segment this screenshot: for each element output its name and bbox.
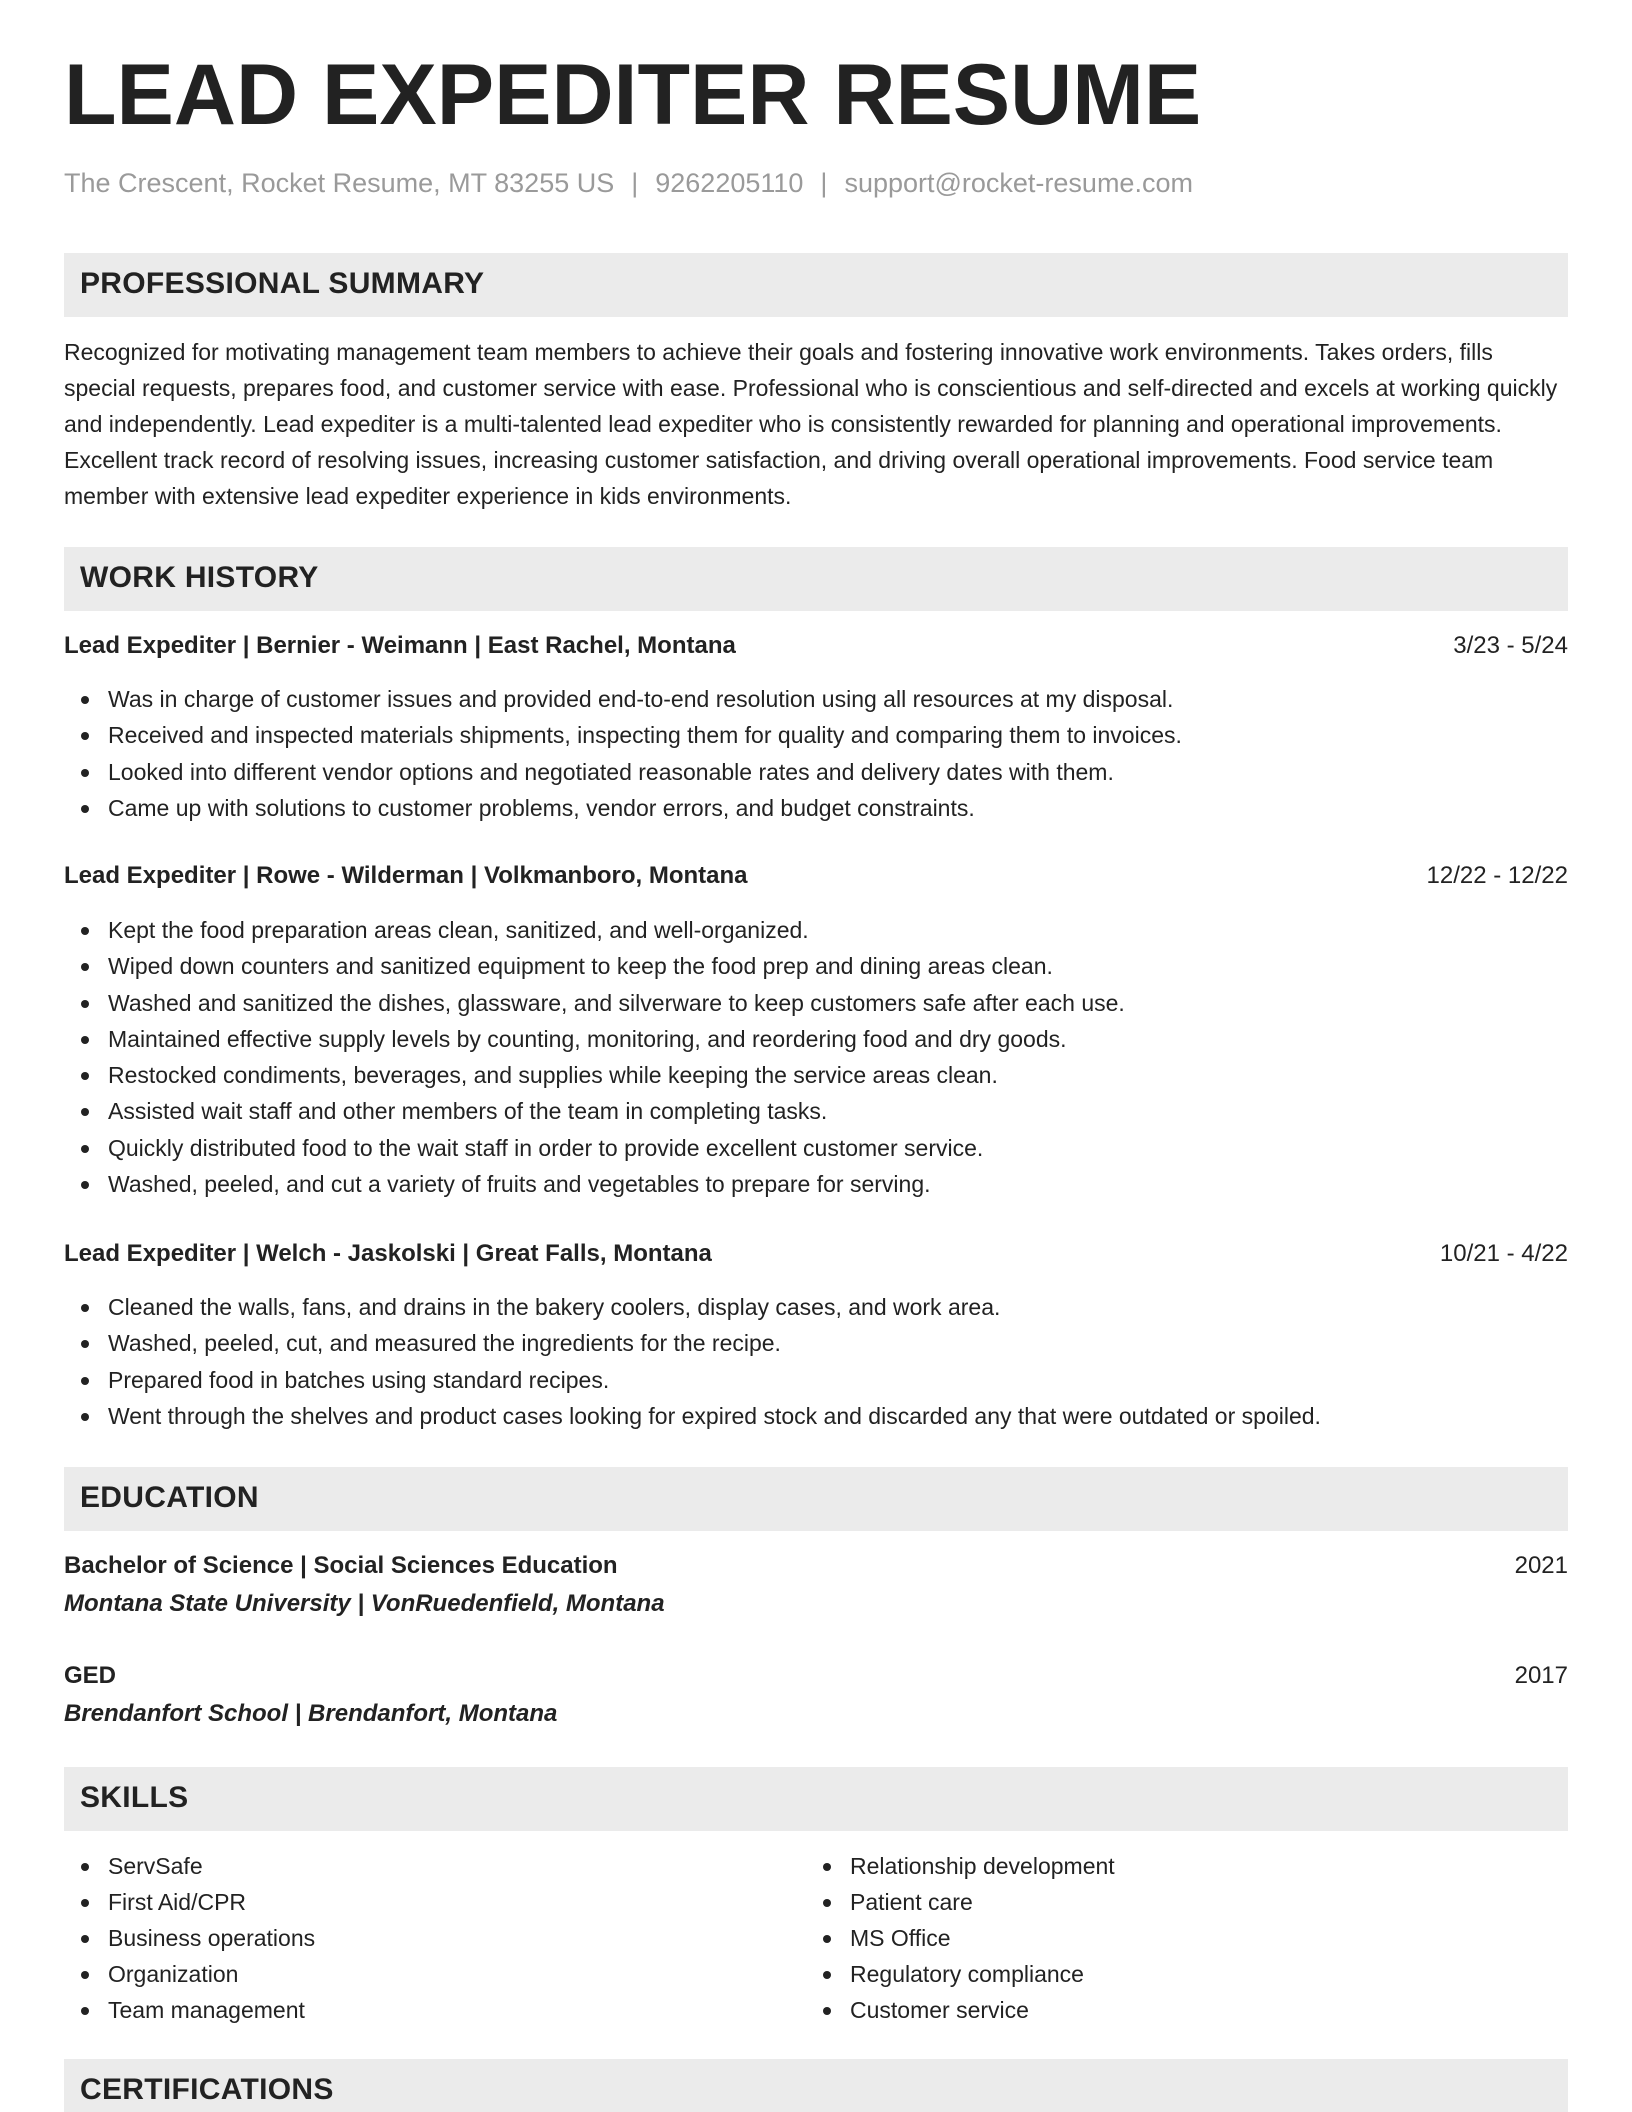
job-bullets <box>64 912 1568 1202</box>
job-bullet: Washed and sanitized the dishes, glassware, and silverware to keep customers safe after each use. <box>64 985 1568 1021</box>
job-dates: 10/21 - 4/22 <box>1439 1240 1568 1267</box>
contact-phone: 9262205110 <box>655 168 804 198</box>
job-header <box>64 632 1568 664</box>
skill-item: Team management <box>64 1992 784 2028</box>
job-bullet: Looked into different vendor options and negotiated reasonable rates and delivery dates with them. <box>64 754 1568 790</box>
job-bullet: Wiped down counters and sanitized equipment to keep the food prep and dining areas clean. <box>64 948 1568 984</box>
job-bullet: Received and inspected materials shipments, inspecting them for quality and comparing them to invoices. <box>64 717 1568 753</box>
skills-list-left <box>64 1848 784 2028</box>
education-entry-header <box>64 1552 1568 1584</box>
contact-separator: | <box>820 168 828 198</box>
section-title-summary: PROFESSIONAL SUMMARY <box>80 267 485 300</box>
job-bullet: Restocked condiments, beverages, and supplies while keeping the service areas clean. <box>64 1057 1568 1093</box>
education-school: Brendanfort School | Brendanfort, Montana <box>64 1700 558 1727</box>
job-bullets <box>64 681 1568 826</box>
section-header-skills <box>64 1767 1568 1831</box>
job-header <box>64 862 1568 894</box>
job-dates: 3/23 - 5/24 <box>1453 632 1568 659</box>
job-bullets <box>64 1289 1568 1434</box>
contact-separator: | <box>631 168 639 198</box>
job-bullet: Cleaned the walls, fans, and drains in the bakery coolers, display cases, and work area. <box>64 1289 1568 1325</box>
skill-item: Customer service <box>806 1992 1526 2028</box>
section-title-certifications: CERTIFICATIONS <box>80 2073 334 2106</box>
skill-item: Regulatory compliance <box>806 1956 1526 1992</box>
section-header-work-history <box>64 547 1568 611</box>
education-school: Montana State University | VonRuedenfield, Montana <box>64 1590 665 1617</box>
section-title-education: EDUCATION <box>80 1481 259 1514</box>
job-dates: 12/22 - 12/22 <box>1426 862 1568 889</box>
section-title-work-history: WORK HISTORY <box>80 561 319 594</box>
education-entry-header <box>64 1662 1568 1694</box>
skill-item: ServSafe <box>64 1848 784 1884</box>
summary-text: Recognized for motivating management team members to achieve their goals and fostering innovative work environments. Takes orders, fills special requests, prepares food, and customer service with ease. Professional who is conscientious and self-directed and excels at working quickly and independently. Lead expediter is a multi-talented lead expediter who is consistently rewarded for planning and operational improvements. Excellent track record of resolving issues, increasing customer satisfaction, and driving overall operational improvements. Food service team member with extensive lead expediter experience in kids environments. <box>64 339 1558 509</box>
section-title-skills: SKILLS <box>80 1781 189 1814</box>
education-year: 2017 <box>1514 1662 1568 1689</box>
job-title: Lead Expediter | Rowe - Wilderman | Volkmanboro, Montana <box>64 862 748 889</box>
section-header-summary <box>64 253 1568 317</box>
resume-title: LEAD EXPEDITER RESUME <box>64 47 1202 143</box>
skills-list-right <box>806 1848 1526 2028</box>
job-bullet: Assisted wait staff and other members of the team in completing tasks. <box>64 1093 1568 1129</box>
job-bullet: Maintained effective supply levels by counting, monitoring, and reordering food and dry goods. <box>64 1021 1568 1057</box>
education-year: 2021 <box>1514 1552 1568 1579</box>
job-bullet: Was in charge of customer issues and provided end-to-end resolution using all resources at my disposal. <box>64 681 1568 717</box>
skill-item: Business operations <box>64 1920 784 1956</box>
job-bullet: Prepared food in batches using standard recipes. <box>64 1362 1568 1398</box>
job-bullet: Washed, peeled, and cut a variety of fruits and vegetables to prepare for serving. <box>64 1166 1568 1202</box>
job-bullet: Kept the food preparation areas clean, sanitized, and well-organized. <box>64 912 1568 948</box>
skill-item: MS Office <box>806 1920 1526 1956</box>
skill-item: Organization <box>64 1956 784 1992</box>
contact-address: The Crescent, Rocket Resume, MT 83255 US <box>64 168 615 198</box>
job-title: Lead Expediter | Welch - Jaskolski | Great Falls, Montana <box>64 1240 712 1267</box>
education-degree: Bachelor of Science | Social Sciences Education <box>64 1552 618 1579</box>
section-header-certifications <box>64 2059 1568 2112</box>
skill-item: Relationship development <box>806 1848 1526 1884</box>
contact-email: support@rocket-resume.com <box>844 168 1193 198</box>
skill-item: First Aid/CPR <box>64 1884 784 1920</box>
job-bullet: Washed, peeled, cut, and measured the ingredients for the recipe. <box>64 1325 1568 1361</box>
job-header <box>64 1240 1568 1272</box>
education-degree: GED <box>64 1662 117 1689</box>
job-bullet: Went through the shelves and product cases looking for expired stock and discarded any that were outdated or spoiled. <box>64 1398 1568 1434</box>
section-header-education <box>64 1467 1568 1531</box>
contact-line <box>64 167 1193 199</box>
job-title: Lead Expediter | Bernier - Weimann | East Rachel, Montana <box>64 632 736 659</box>
job-bullet: Quickly distributed food to the wait staff in order to provide excellent customer service. <box>64 1130 1568 1166</box>
job-bullet: Came up with solutions to customer problems, vendor errors, and budget constraints. <box>64 790 1568 826</box>
skill-item: Patient care <box>806 1884 1526 1920</box>
